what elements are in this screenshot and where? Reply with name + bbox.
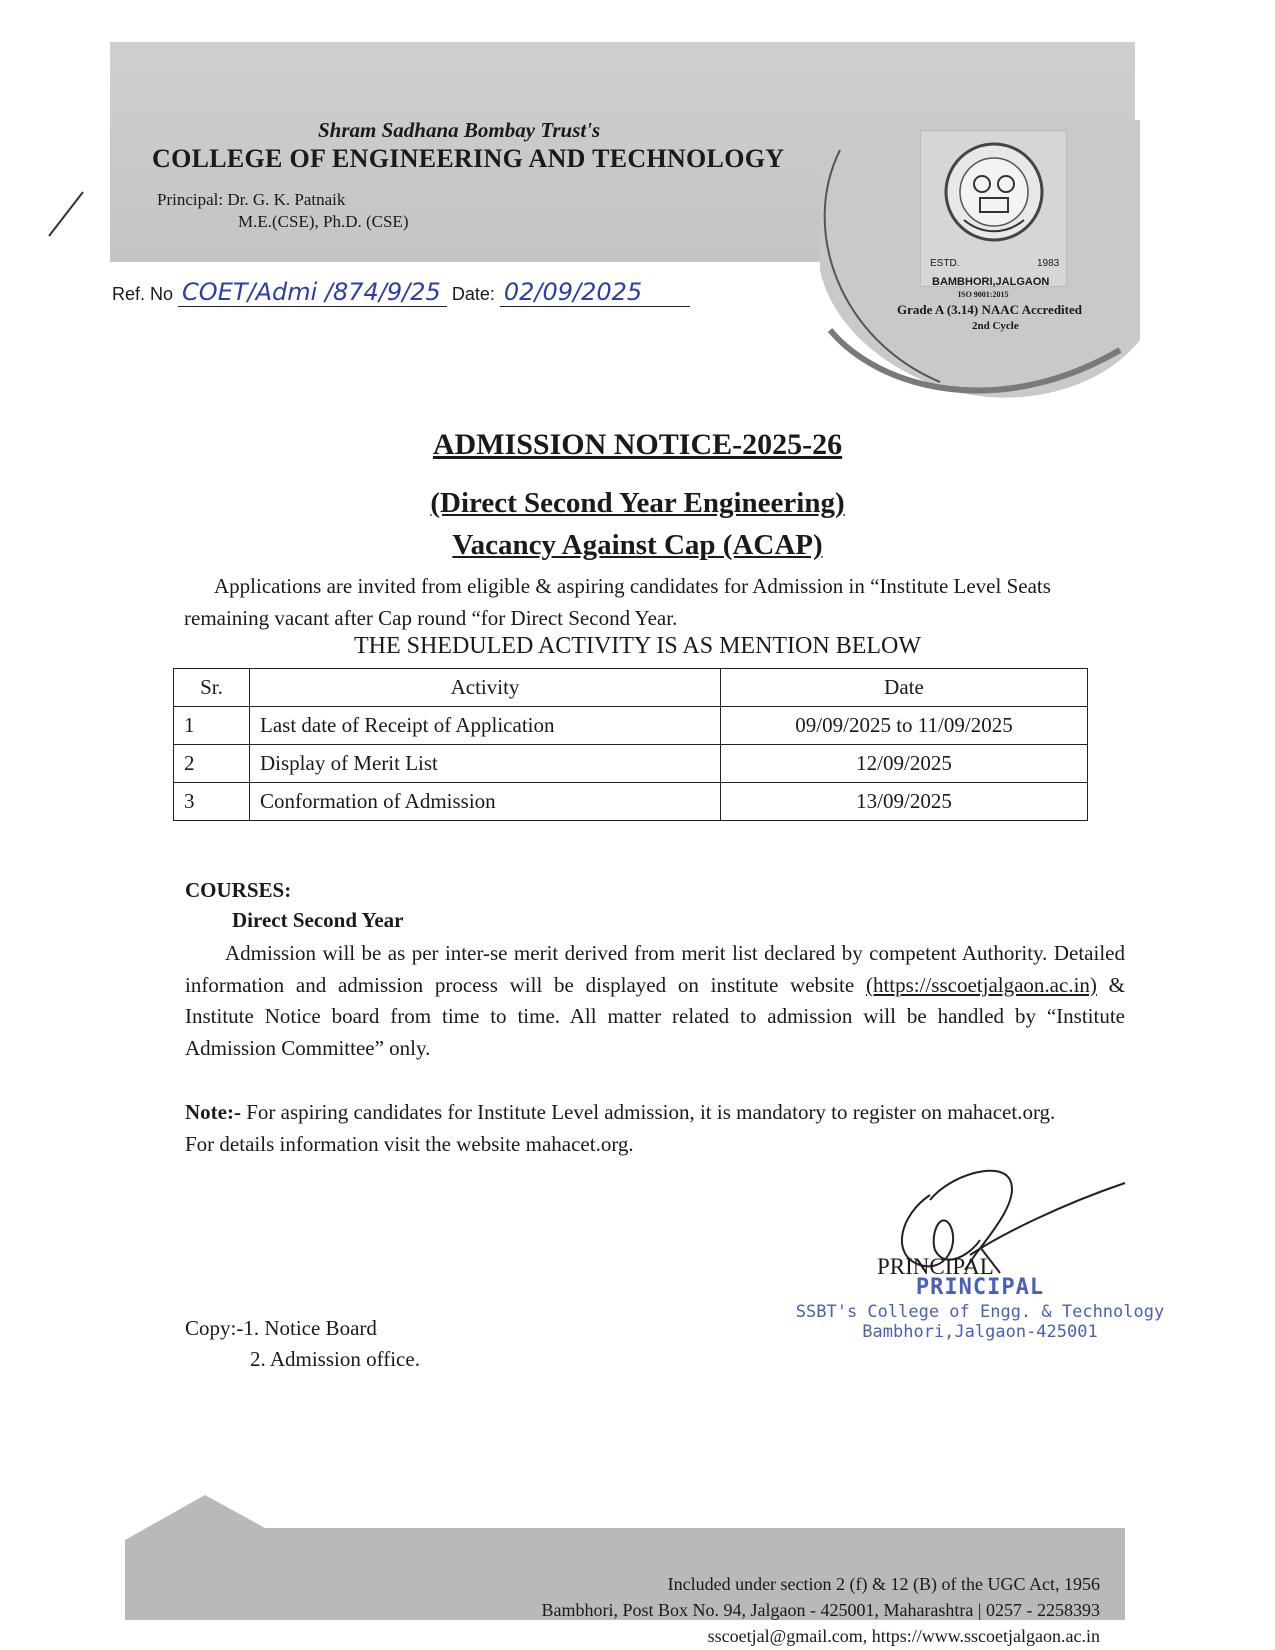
footer-contact: sscoetjal@gmail.com, https://www.sscoetjalgaon.ac.in	[707, 1626, 1100, 1646]
stamp-title: PRINCIPAL	[915, 1275, 1045, 1300]
trust-name: Shram Sadhana Bombay Trust's	[318, 118, 601, 142]
intro-paragraph: Applications are invited from eligible & aspiring candidates for Admission in “Institute Level Seats remaining vacant after Cap round “for Direct Second Year.	[184, 574, 1051, 630]
reference-line	[112, 278, 690, 307]
copy-to-admission-office: 2. Admission office.	[250, 1347, 420, 1371]
seal-estd-label: ESTD.	[930, 258, 960, 269]
courses-text-continued: & Institute Notice board from time to time. All matter related to admission will be handled by “Institute Admission Committee” only.	[185, 972, 1125, 1060]
row-activity: Last date of Receipt of Application	[250, 707, 721, 745]
note-label: Note:-	[185, 1100, 241, 1124]
copy-to-notice-board: Copy:-1. Notice Board	[185, 1316, 377, 1340]
schedule-heading: THE SHEDULED ACTIVITY IS AS MENTION BELOW	[353, 633, 922, 659]
principal-stamp	[780, 1275, 1180, 1342]
row-sr: 2	[174, 745, 250, 783]
notice-subtitle: (Direct Second Year Engineering)	[430, 487, 845, 519]
courses-text: Admission will be as per inter-se merit derived from merit list declared by competent Authority. Detailed information and admission process will be displayed on institute website	[185, 941, 1125, 997]
courses-heading: COURSES:	[185, 878, 292, 902]
seal-place: BAMBHORI,JALGAON	[932, 276, 1050, 288]
principal-name: Principal: Dr. G. K. Patnaik	[157, 190, 346, 209]
row-activity: Display of Merit List	[250, 745, 721, 783]
schedule-table	[173, 668, 1088, 821]
note-text: For aspiring candidates for Institute Level admission, it is mandatory to register on mahacet.org. For details information visit the website mahacet.org.	[185, 1100, 1056, 1156]
stamp-address: Bambhori,Jalgaon-425001	[862, 1322, 1098, 1342]
row-date: 13/09/2025	[721, 783, 1088, 821]
college-name: COLLEGE OF ENGINEERING AND TECHNOLOGY	[152, 144, 785, 173]
header-date: Date	[721, 669, 1088, 707]
row-date: 12/09/2025	[721, 745, 1088, 783]
row-activity: Conformation of Admission	[250, 783, 721, 821]
table-row	[174, 783, 1088, 821]
seal-estd-year: 1983	[1037, 258, 1060, 269]
date-label: Date:	[451, 284, 495, 304]
notice-subtitle-acap: Vacancy Against Cap (ACAP)	[452, 529, 823, 561]
row-sr: 3	[174, 783, 250, 821]
header-sr: Sr.	[174, 669, 250, 707]
note-paragraph	[185, 1097, 1065, 1160]
naac-cycle: 2nd Cycle	[972, 320, 1019, 332]
institute-website-link[interactable]: (https://sscoetjalgaon.ac.in)	[865, 972, 1097, 997]
row-sr: 1	[174, 707, 250, 745]
naac-grade: Grade A (3.14) NAAC Accredited	[897, 302, 1082, 317]
table-row	[174, 707, 1088, 745]
header-activity: Activity	[250, 669, 721, 707]
ref-label: Ref. No	[112, 284, 174, 304]
ref-date: 02/09/2025	[500, 278, 690, 307]
seal-iso: ISO 9001:2015	[958, 290, 1009, 299]
notice-title: ADMISSION NOTICE-2025-26	[432, 428, 843, 461]
courses-paragraph	[185, 938, 1125, 1064]
stamp-college: SSBT's College of Engg. & Technology	[795, 1302, 1165, 1322]
table-header-row	[174, 669, 1088, 707]
principal-qualifications: M.E.(CSE), Ph.D. (CSE)	[238, 212, 409, 231]
table-row	[174, 745, 1088, 783]
courses-subheading: Direct Second Year	[232, 908, 404, 932]
row-date: 09/09/2025 to 11/09/2025	[721, 707, 1088, 745]
scan-mark	[45, 190, 85, 240]
ref-number: COET/Admi /874/9/25	[178, 278, 447, 307]
principal-title: PRINCIPAL	[877, 1254, 994, 1279]
footer-address: Bambhori, Post Box No. 94, Jalgaon - 425001, Maharashtra | 0257 - 2258393	[541, 1600, 1100, 1620]
footer-ugc: Included under section 2 (f) & 12 (B) of the UGC Act, 1956	[667, 1574, 1100, 1594]
college-emblem-icon	[942, 140, 1046, 244]
